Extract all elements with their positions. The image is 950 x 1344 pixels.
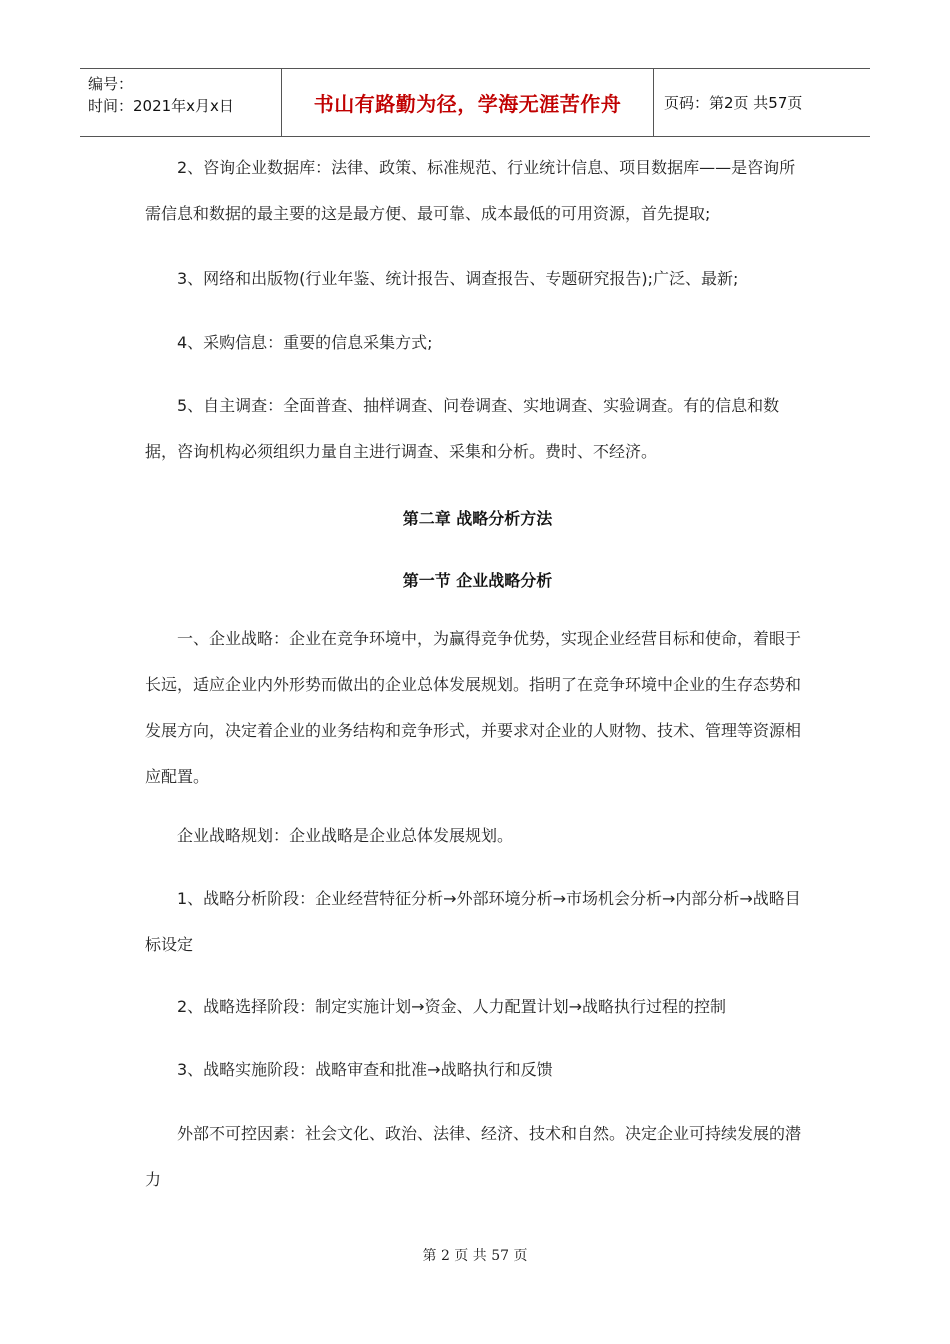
paragraph-text: 外部不可控因素：社会文化、政治、法律、经济、技术和自然。决定企业可持续发展的潜力: [145, 1124, 802, 1189]
header-motto: 书山有路勤为径，学海无涯苦作舟: [313, 92, 622, 116]
paragraph: [145, 984, 810, 1030]
paragraph-text: 1、战略分析阶段：企业经营特征分析→外部环境分析→市场机会分析→内部分析→战略目标设定: [145, 889, 801, 954]
document-number-label: 编号：: [88, 75, 134, 93]
header-meta: [80, 69, 282, 136]
header-motto-cell: [282, 69, 654, 136]
paragraph-text: 5、自主调查：全面普查、抽样调查、问卷调查、实地调查、实验调查。有的信息和数据，咨询机构必须组织力量自主进行调查、采集和分析。费时、不经济。: [145, 396, 780, 461]
paragraph: [145, 1047, 810, 1093]
page-footer: 第 2 页 共 57 页: [422, 1248, 528, 1264]
paragraph-text: 3、战略实施阶段：战略审查和批准→战略执行和反馈: [177, 1060, 553, 1079]
document-date-label: 时间：2021年x月x日: [88, 97, 234, 115]
paragraph-text: 4、采购信息：重要的信息采集方式;: [177, 333, 433, 352]
paragraph-text: 企业战略规划：企业战略是企业总体发展规划。: [177, 826, 514, 845]
paragraph-text: 3、网络和出版物(行业年鉴、统计报告、调查报告、专题研究报告);广泛、最新;: [177, 269, 739, 288]
chapter-title: 第二章 战略分析方法: [402, 509, 553, 528]
paragraph: [145, 383, 810, 475]
paragraph: [145, 876, 810, 968]
paragraph-text: 2、战略选择阶段：制定实施计划→资金、人力配置计划→战略执行过程的控制: [177, 997, 726, 1016]
paragraph: [145, 1111, 810, 1203]
header-page-cell: [654, 69, 870, 136]
paragraph: [145, 616, 810, 800]
paragraph-text: 2、咨询企业数据库：法律、政策、标准规范、行业统计信息、项目数据库——是咨询所需信息和数据的最主要的这是最方便、最可靠、成本最低的可用资源，首先提取;: [145, 158, 796, 223]
paragraph: [145, 813, 810, 859]
section-title: 第一节 企业战略分析: [402, 571, 553, 590]
paragraph-text: 一、企业战略：企业在竞争环境中，为赢得竞争优势，实现企业经营目标和使命，着眼于长远，适应企业内外形势而做出的企业总体发展规划。指明了在竞争环境中企业的生存态势和发展方向，决定着企业的业务结构和竞争形式，并要求对企业的人财物、技术、管理等资源相应配置。: [145, 629, 802, 786]
paragraph: [145, 256, 810, 302]
page-header: [80, 68, 870, 137]
header-page-label: 页码：第2页 共57页: [664, 94, 803, 112]
paragraph: [145, 145, 810, 237]
paragraph: [145, 320, 810, 366]
